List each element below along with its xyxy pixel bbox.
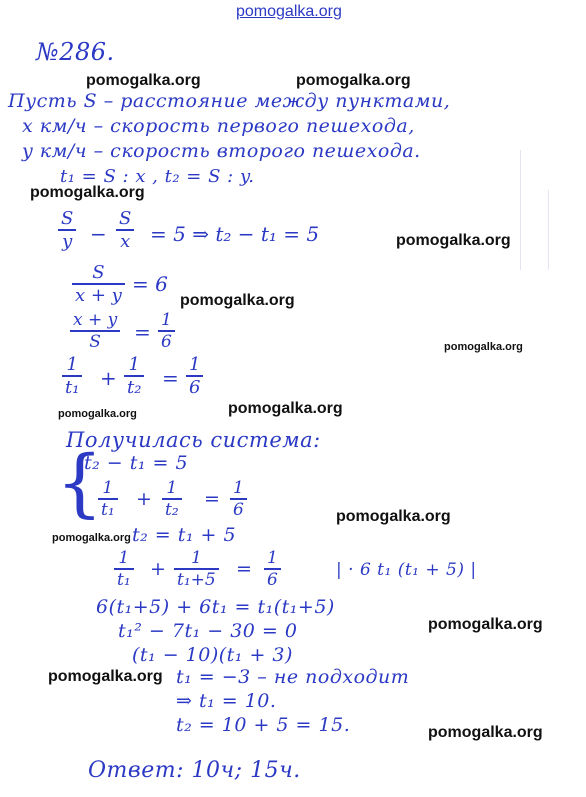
fraction — [162, 478, 182, 520]
watermark: pomogalka.org — [336, 508, 451, 525]
step-6: t₂ = 10 + 5 = 15. — [176, 714, 351, 736]
denominator: t₂ — [165, 500, 179, 520]
watermark: pomogalka.org — [180, 292, 295, 309]
fraction — [98, 478, 118, 520]
intro-line-3: y км/ч – скорость второго пешехода. — [22, 140, 421, 162]
fraction — [70, 310, 120, 352]
watermark: pomogalka.org — [30, 184, 145, 201]
watermark: pomogalka.org — [228, 400, 343, 417]
fraction — [116, 208, 134, 252]
intro-line-2: x км/ч – скорость первого пешехода, — [22, 115, 415, 137]
fraction — [230, 478, 247, 520]
watermark: pomogalka.org — [444, 341, 523, 353]
fraction — [62, 354, 82, 398]
numerator: 1 — [161, 310, 172, 330]
numerator: 1 — [66, 354, 78, 375]
watermark: pomogalka.org — [48, 668, 163, 685]
numerator: x + y — [73, 310, 118, 330]
plus-sign: + — [100, 366, 117, 390]
grid-line — [548, 190, 549, 270]
system-label: Получилась система: — [66, 428, 321, 452]
numerator: 1 — [166, 478, 178, 498]
denominator: t₁ — [65, 377, 80, 398]
fraction — [186, 354, 203, 398]
intro-line-1: Пусть S – расстояние между пунктами, — [8, 90, 451, 112]
watermark: pomogalka.org — [52, 532, 131, 544]
watermark: pomogalka.org — [396, 232, 511, 249]
fraction — [124, 354, 144, 398]
system-brace: { — [56, 440, 104, 526]
fraction — [114, 548, 134, 590]
system-line-1: t₂ − t₁ = 5 — [84, 452, 189, 474]
intro-line-4: t₁ = S : x , t₂ = S : y. — [60, 166, 255, 187]
multiplier-note: | · 6 t₁ (t₁ + 5) | — [336, 560, 477, 580]
denominator: S — [89, 332, 101, 352]
numerator: 1 — [190, 548, 202, 568]
numerator: S — [61, 208, 74, 229]
denominator: y — [62, 231, 73, 252]
watermark-top[interactable]: pomogalka.org — [236, 3, 342, 20]
answer: Ответ: 10ч; 15ч. — [88, 758, 301, 783]
numerator: 1 — [102, 478, 114, 498]
numerator: S — [92, 262, 105, 283]
numerator: S — [119, 208, 132, 229]
step-1: 6(t₁+5) + 6t₁ = t₁(t₁+5) — [96, 596, 335, 618]
equals-sign: = — [236, 558, 252, 580]
equation-rest: = 5 ⇒ t₂ − t₁ = 5 — [150, 222, 320, 246]
watermark: pomogalka.org — [428, 616, 543, 633]
plus-sign: + — [136, 488, 152, 510]
step-3: (t₁ − 10)(t₁ + 3) — [132, 644, 293, 666]
step-2: t₁² − 7t₁ − 30 = 0 — [118, 620, 298, 642]
watermark: pomogalka.org — [58, 408, 137, 420]
fraction — [58, 208, 76, 252]
equals-sign: = — [204, 488, 220, 510]
watermark: pomogalka.org — [428, 724, 543, 741]
equals-sign: = — [134, 320, 151, 344]
plus-sign: + — [150, 558, 166, 580]
watermark: pomogalka.org — [86, 72, 201, 89]
denominator: 6 — [189, 377, 201, 398]
denominator: 6 — [161, 332, 172, 352]
denominator: x + y — [75, 285, 122, 306]
numerator: 1 — [267, 548, 278, 568]
numerator: 1 — [118, 548, 130, 568]
fraction — [72, 262, 125, 306]
fraction — [174, 548, 219, 590]
numerator: 1 — [128, 354, 140, 375]
equation-rest: = 6 — [132, 272, 168, 296]
step-5: ⇒ t₁ = 10. — [176, 690, 277, 712]
watermark: pomogalka.org — [296, 72, 411, 89]
step-4: t₁ = −3 – не подходит — [176, 666, 410, 688]
problem-number: №286. — [36, 38, 115, 66]
denominator: t₂ — [127, 377, 142, 398]
denominator: t₁ — [101, 500, 115, 520]
denominator: x — [120, 231, 131, 252]
grid-line — [520, 150, 521, 270]
denominator: t₁+5 — [177, 570, 216, 590]
denominator: 6 — [267, 570, 278, 590]
minus-sign: − — [90, 222, 107, 246]
equals-sign: = — [162, 366, 179, 390]
numerator: 1 — [233, 478, 244, 498]
denominator: 6 — [233, 500, 244, 520]
fraction — [158, 310, 175, 352]
fraction — [264, 548, 281, 590]
numerator: 1 — [189, 354, 201, 375]
denominator: t₁ — [117, 570, 131, 590]
substitution: t₂ = t₁ + 5 — [132, 524, 237, 546]
